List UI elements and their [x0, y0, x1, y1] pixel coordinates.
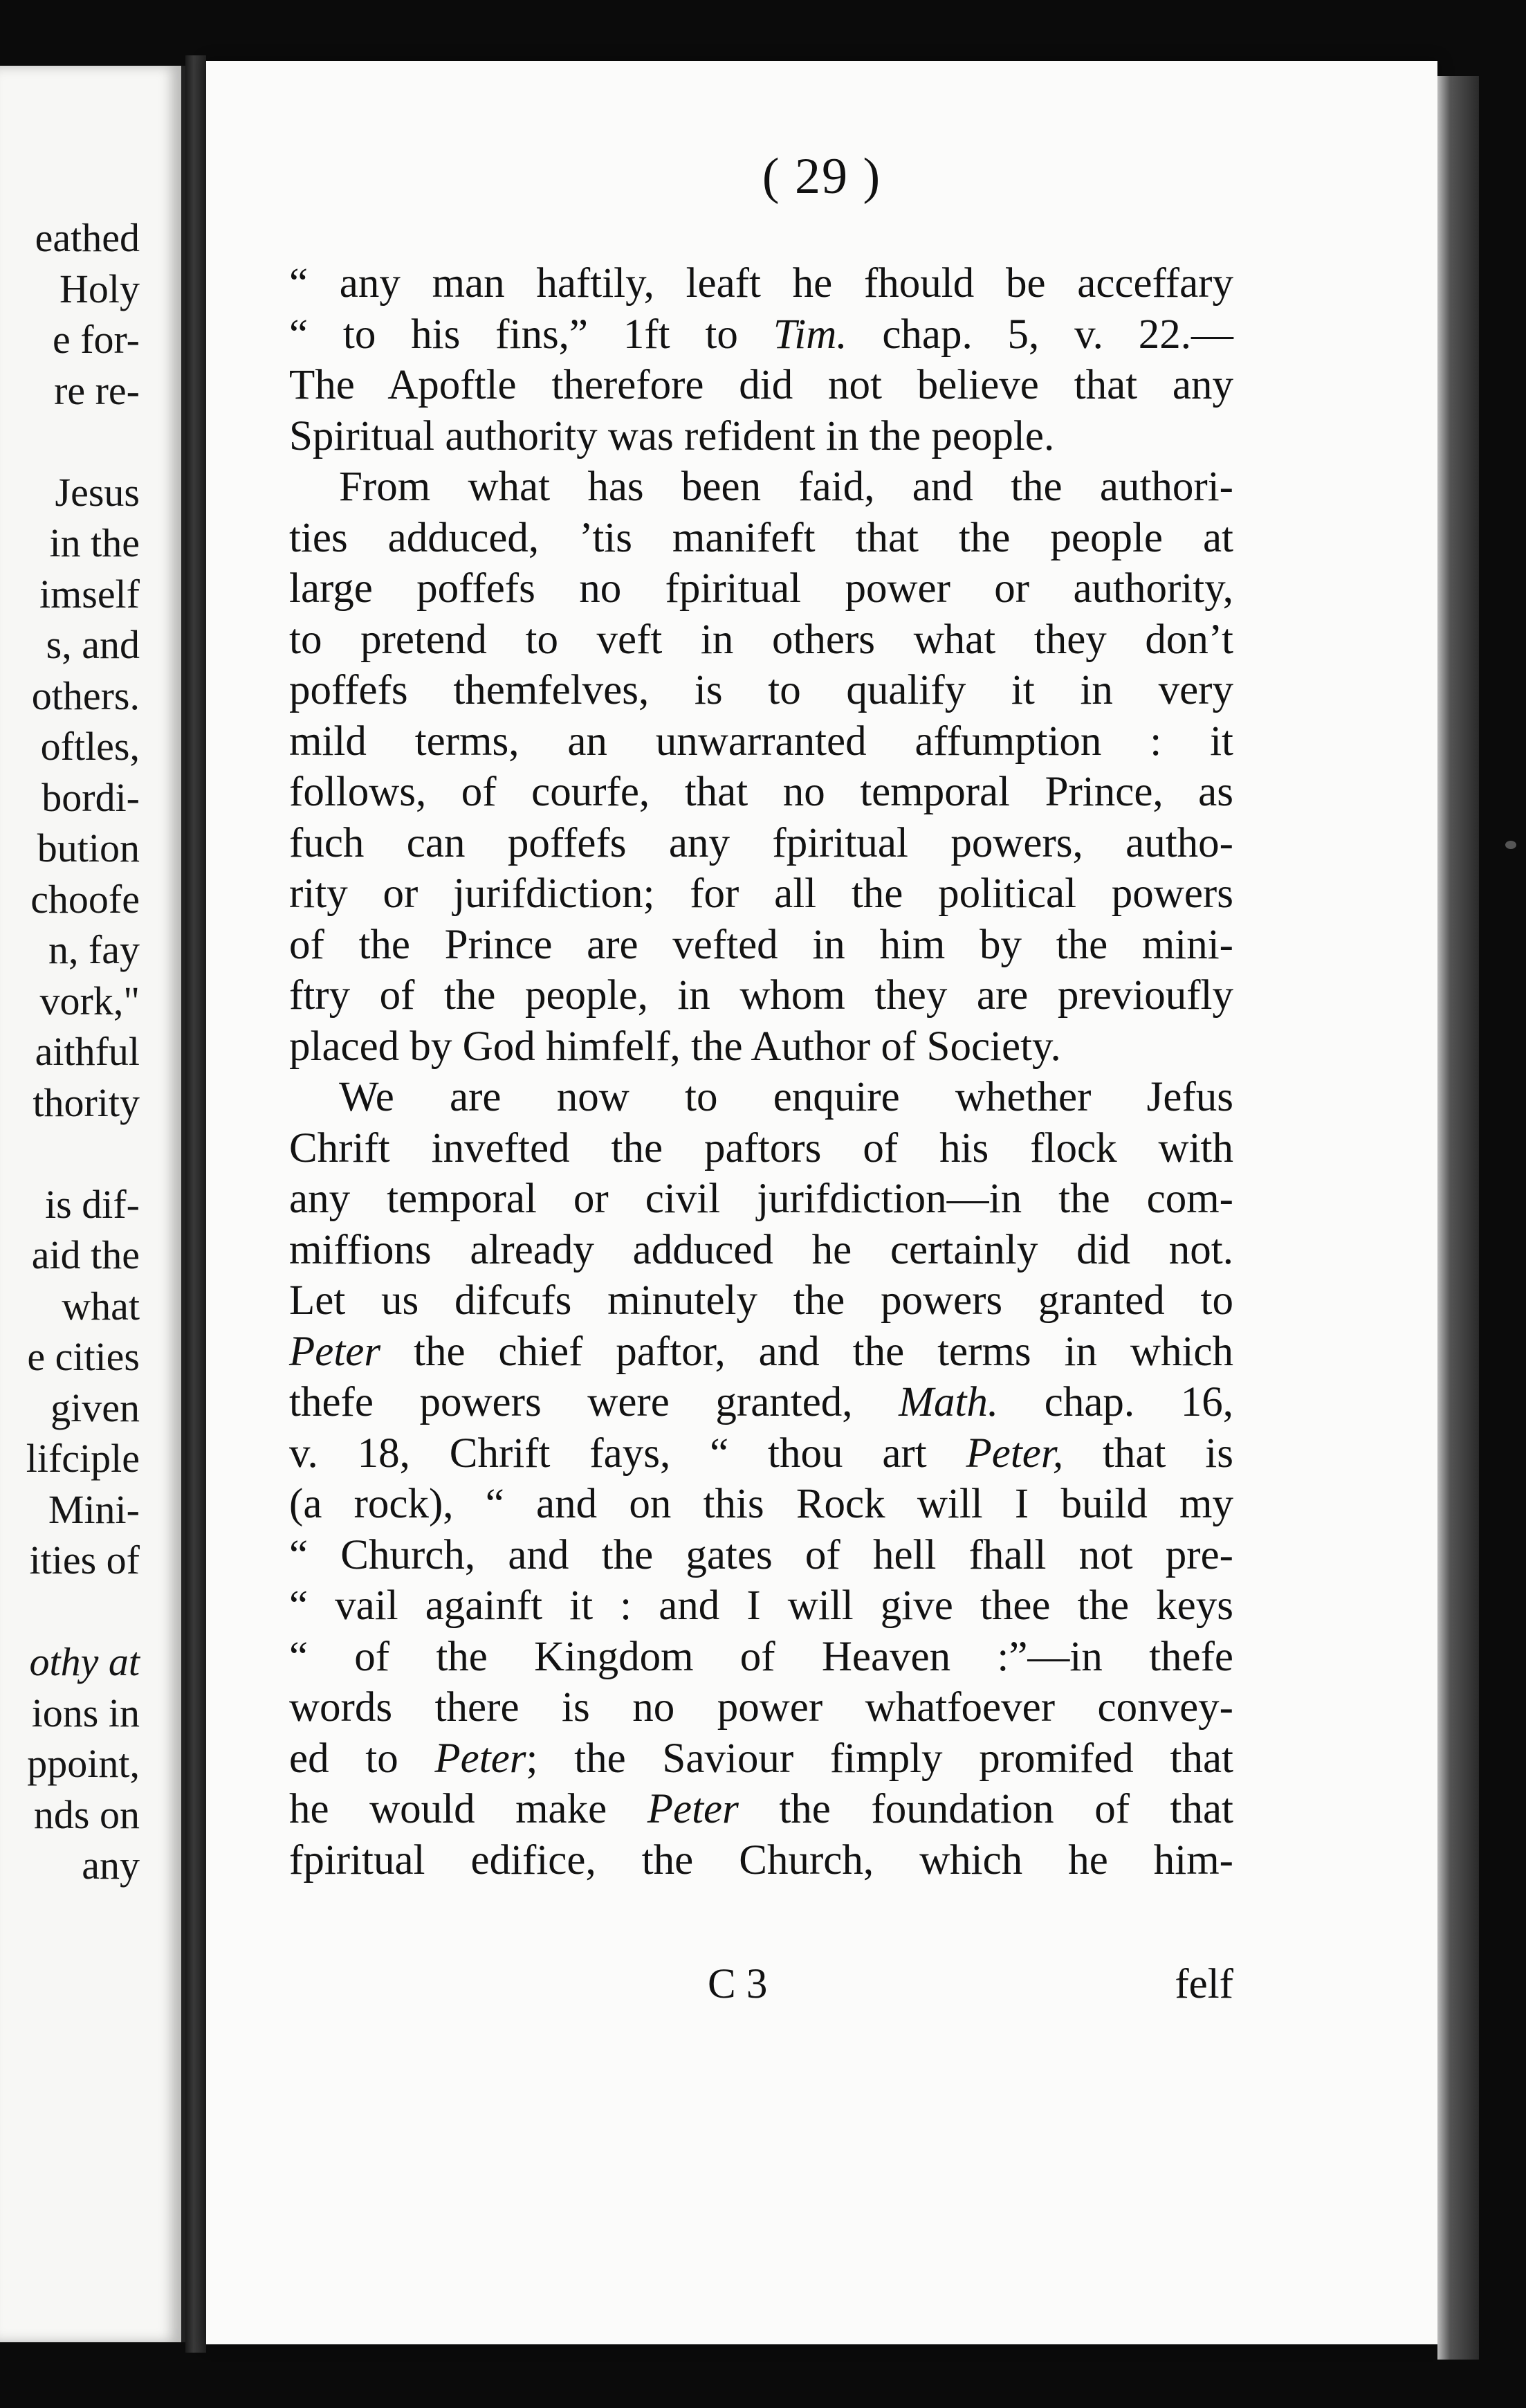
italic-text: Peter: [647, 1786, 739, 1832]
left-page-line: in the: [49, 520, 140, 565]
text-line: [289, 360, 1233, 411]
left-page-line: eathed: [35, 215, 140, 260]
line-text: Spiritual authority was refident in the people.: [289, 412, 1055, 459]
line-text: “ of the Kingdom of Heaven :”—in thefe: [289, 1633, 1233, 1680]
book-page: [206, 61, 1437, 2344]
line-text: miffions already adduced he certainly did not.: [289, 1226, 1233, 1273]
text-line: [289, 1021, 1233, 1073]
left-page-line: any: [82, 1843, 140, 1888]
left-page-line: aid the: [31, 1232, 140, 1277]
left-page-line: others.: [31, 673, 140, 718]
left-page-line: othy at: [29, 1639, 140, 1684]
line-text: ; the Saviour fimply promifed that: [526, 1735, 1233, 1782]
left-page-line: s, and: [46, 622, 140, 667]
page-edge: [1437, 76, 1479, 2360]
text-line: [289, 1225, 1233, 1276]
left-page-line: ities of: [29, 1538, 140, 1582]
text-line: [289, 1174, 1233, 1225]
line-text: the foundation of that: [738, 1786, 1234, 1832]
line-text: he would make: [289, 1786, 647, 1832]
previous-page-fragment: [0, 66, 185, 2342]
italic-text: Peter: [434, 1735, 526, 1782]
line-text: fpiritual edifice, the Church, which he him-: [289, 1836, 1233, 1883]
left-page-line: thority: [33, 1079, 140, 1125]
left-page-line: Holy: [59, 266, 140, 311]
line-text: to pretend to veft in others what they don’t: [289, 616, 1233, 663]
text-line: [289, 767, 1233, 818]
signature-mark: C 3: [708, 1961, 768, 2007]
left-page-line: given: [50, 1385, 140, 1430]
left-page-line: Mini-: [48, 1486, 140, 1532]
left-page-line: choofe: [30, 876, 140, 922]
text-line: [289, 868, 1233, 920]
left-page-line: n, fay: [48, 927, 140, 972]
line-text: ed to: [289, 1735, 435, 1782]
left-page-line: imself: [39, 571, 140, 617]
line-text: placed by God himfelf, the Author of Society.: [289, 1023, 1061, 1070]
text-line: [289, 309, 1233, 361]
line-text: “ vail againft it : and I will give thee the keys: [289, 1582, 1233, 1629]
left-page-line: ions in: [31, 1690, 140, 1735]
text-line: [289, 1835, 1233, 1886]
page-footer: [289, 1960, 1233, 2016]
text-line: [289, 1275, 1233, 1326]
line-text: that is: [1063, 1430, 1233, 1477]
left-page-line: ppoint,: [27, 1741, 140, 1786]
text-line: [289, 665, 1233, 716]
left-page-line: bution: [37, 826, 140, 870]
italic-text: Peter: [289, 1328, 381, 1375]
left-page-line: Jesus: [55, 469, 140, 515]
text-line: [289, 1632, 1233, 1683]
text-line: [289, 462, 1233, 513]
line-text: ftry of the people, in whom they are previoufly: [289, 972, 1233, 1019]
italic-text: Math.: [899, 1379, 999, 1425]
left-page-line: re re-: [54, 367, 140, 413]
line-text: large poffefs no fpiritual power or authority,: [289, 565, 1233, 612]
line-text: any temporal or civil jurifdiction—in the com-: [289, 1176, 1233, 1222]
text-line: [289, 1428, 1233, 1479]
line-text: thefe powers were granted,: [289, 1379, 899, 1425]
line-text: Chrift invefted the paftors of his flock with: [289, 1124, 1233, 1171]
book-gutter: [185, 55, 206, 2353]
catchword: felf: [1175, 1961, 1233, 2007]
line-text: v. 18, Chrift fays, “ thou art: [289, 1430, 966, 1477]
text-line: [289, 970, 1233, 1021]
line-text: (a rock), “ and on this Rock will I build my: [289, 1481, 1233, 1527]
text-line: [289, 1733, 1233, 1785]
text-line: [289, 818, 1233, 869]
left-page-line: e cities: [27, 1334, 140, 1379]
line-text: words there is no power whatfoever convey-: [289, 1684, 1233, 1731]
line-text: the chief paftor, and the terms in which: [380, 1328, 1233, 1375]
left-page-line: nds on: [33, 1791, 140, 1837]
left-page-line: e for-: [52, 317, 140, 362]
line-text: “ to his fins,” 1ft to: [289, 311, 773, 358]
text-line: [289, 1580, 1233, 1632]
line-text: poffefs themfelves, is to qualify it in very: [289, 667, 1233, 713]
text-line: [289, 1123, 1233, 1174]
text-line: [289, 1530, 1233, 1581]
line-text: The Apoftle therefore did not believe that any: [289, 362, 1233, 408]
left-page-line: what: [62, 1283, 140, 1329]
line-text: From what has been faid, and the authori-: [339, 464, 1233, 510]
left-page-line: lifciple: [26, 1436, 140, 1481]
line-text: We are now to enquire whether Jefus: [339, 1074, 1233, 1120]
text-line: [289, 716, 1233, 767]
text-line: [289, 1377, 1233, 1428]
line-text: chap. 16,: [998, 1379, 1233, 1425]
left-page-line: vork,": [39, 978, 140, 1023]
text-line: [289, 258, 1233, 309]
text-line: [289, 513, 1233, 564]
line-text: follows, of courfe, that no temporal Prince, as: [289, 769, 1233, 815]
paper-speck: [1505, 841, 1516, 849]
text-line: [289, 563, 1233, 614]
body-text: [289, 258, 1233, 1886]
line-text: “ Church, and the gates of hell fhall not pre-: [289, 1531, 1233, 1578]
line-text: mild terms, an unwarranted affumption : it: [289, 718, 1233, 765]
left-page-line: bordi-: [42, 774, 140, 820]
line-text: fuch can poffefs any fpiritual powers, autho-: [289, 819, 1233, 866]
text-line: [289, 411, 1233, 462]
line-text: rity or jurifdiction; for all the political powers: [289, 870, 1233, 917]
text-line: [289, 920, 1233, 971]
italic-text: Peter,: [966, 1430, 1064, 1477]
text-line: [289, 614, 1233, 666]
text-line: [289, 1784, 1233, 1835]
line-text: of the Prince are vefted in him by the mini-: [289, 921, 1233, 968]
left-page-line: is dif-: [45, 1181, 140, 1227]
page-number: ( 29 ): [762, 148, 882, 205]
line-text: ties adduced, ’tis manifeft that the people at: [289, 514, 1233, 561]
text-line: [289, 1682, 1233, 1733]
italic-text: Tim.: [773, 311, 847, 358]
left-page-line: oftles,: [40, 724, 140, 769]
text-line: [289, 1072, 1233, 1123]
text-line: [289, 1326, 1233, 1378]
line-text: Let us difcufs minutely the powers granted to: [289, 1277, 1233, 1324]
text-line: [289, 1479, 1233, 1530]
line-text: “ any man haftily, leaft he fhould be acceffary: [289, 260, 1233, 307]
left-page-line: aithful: [35, 1029, 140, 1074]
line-text: chap. 5, v. 22.—: [847, 311, 1233, 358]
